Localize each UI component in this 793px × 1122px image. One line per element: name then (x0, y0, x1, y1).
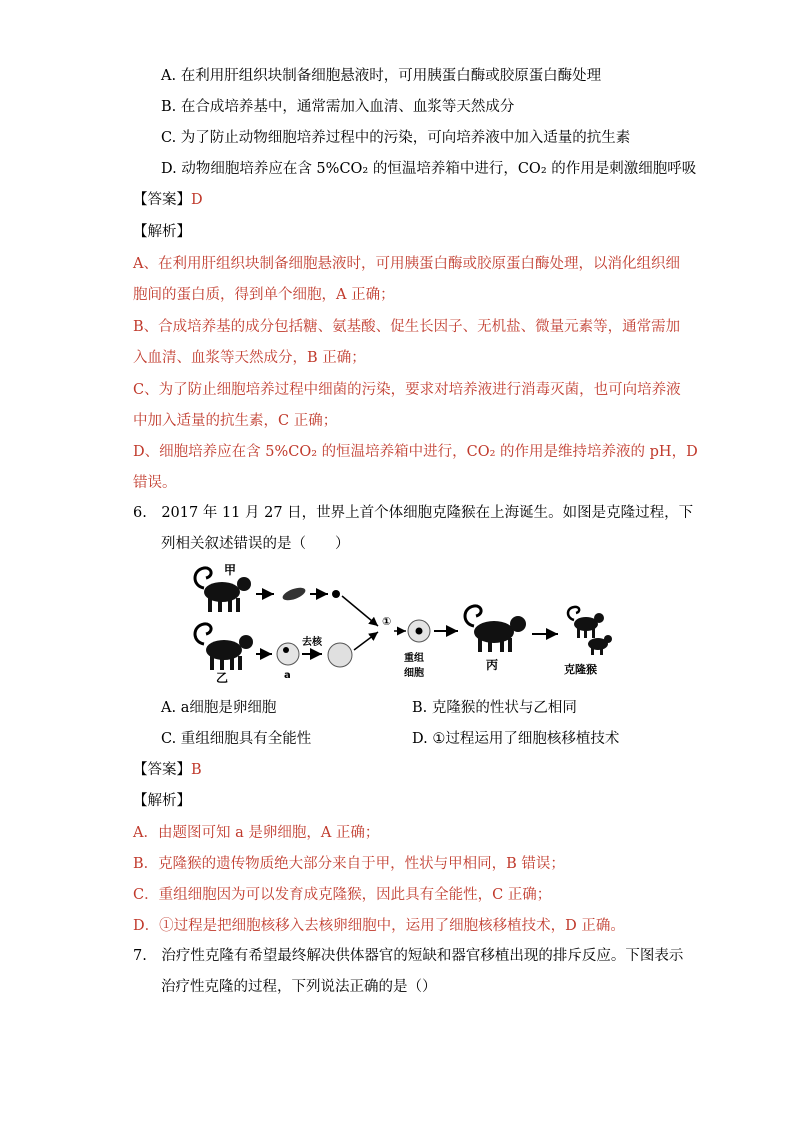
cloned-monkey-icon (568, 607, 612, 655)
q6-analysis-line: A．由题图可知 a 是卵细胞，A 正确； (133, 825, 380, 841)
q6-analysis-line: D．①过程是把细胞核移入去核卵细胞中，运用了细胞核移植技术，D 正确。 (133, 918, 625, 934)
label-kelonghou: 克隆猴 (564, 663, 597, 676)
label-qu-he: 去核 (302, 637, 322, 648)
q6-analysis-line: B．克隆猴的遗传物质绝大部分来自于甲，性状与甲相同，B 错误； (133, 856, 565, 872)
q5-analysis-line: B、合成培养基的成分包括糖、氨基酸、促生长因子、无机盐、微量元素等，通常需加 (133, 319, 681, 335)
arrow (342, 596, 378, 626)
label-jia: 甲 (224, 563, 237, 577)
cloning-process-figure (186, 558, 656, 684)
q6-analysis-line: C．重组细胞因为可以发育成克隆猴，因此具有全能性，C 正确； (133, 887, 552, 903)
monkey-jia-icon (195, 568, 251, 612)
label-xibao: 细胞 (404, 668, 424, 679)
q5-analysis-line: 中加入适量的抗生素，C 正确； (133, 413, 338, 429)
q5-option-d: D. 动物细胞培养应在含 5%CO₂ 的恒温培养箱中进行，CO₂ 的作用是刺激细胞呼吸 (161, 161, 697, 177)
q5-option-b: B. 在合成培养基中，通常需加入血清、血浆等天然成分 (161, 99, 515, 115)
q6-option-b: B. 克隆猴的性状与乙相同 (412, 700, 577, 716)
q6-analysis-label: 【解析】 (133, 793, 191, 809)
label-chongzu: 重组 (404, 653, 424, 664)
answer-value: D (191, 192, 203, 208)
q6-stem-line1: 6. 2017 年 11 月 27 日，世界上首个体细胞克隆猴在上海诞生。如图是克隆过程，下 (133, 505, 694, 521)
enucleated-egg-icon (328, 643, 352, 667)
answer-value: B (191, 762, 202, 778)
label-step-1: ① (382, 615, 392, 628)
q6-option-d: D. ①过程运用了细胞核移植技术 (412, 731, 620, 747)
answer-label: 【答案】 (133, 762, 191, 778)
q7-stem-line1: 7. 治疗性克隆有希望最终解决供体器官的短缺和器官移植出现的排斥反应。下图表示 (133, 948, 684, 964)
q5-analysis-line: 错误。 (133, 475, 177, 491)
q5-analysis-line: 胞间的蛋白质，得到单个细胞，A 正确； (133, 287, 395, 303)
q6-option-a: A. a细胞是卵细胞 (161, 700, 277, 716)
somatic-cell-icon (281, 585, 307, 603)
recombined-nucleus-icon (416, 628, 423, 635)
monkey-yi-icon (195, 624, 253, 670)
q5-analysis-line: A、在利用肝组织块制备细胞悬液时，可用胰蛋白酶或胶原蛋白酶处理，以消化组织细 (133, 256, 680, 272)
q5-analysis-line: C、为了防止细胞培养过程中细菌的污染，要求对培养液进行消毒灭菌，也可向培养液 (133, 382, 681, 398)
nucleus-icon (332, 590, 340, 598)
q5-option-a: A. 在利用肝组织块制备细胞悬液时，可用胰蛋白酶或胶原蛋白酶处理 (161, 68, 602, 84)
monkey-bing-icon (465, 606, 526, 652)
q5-answer (133, 190, 203, 210)
answer-label: 【答案】 (133, 192, 191, 208)
label-yi: 乙 (216, 671, 229, 684)
label-a: a (284, 670, 291, 681)
q7-stem-line2: 治疗性克隆的过程，下列说法正确的是（） (161, 979, 437, 995)
arrow (354, 632, 378, 650)
egg-nucleus-icon (283, 647, 289, 653)
q6-answer (133, 760, 202, 780)
q6-stem-line2: 列相关叙述错误的是（ ） (161, 536, 350, 552)
label-bing: 丙 (486, 658, 499, 672)
q5-analysis-line: 入血清、血浆等天然成分，B 正确； (133, 350, 366, 366)
q5-analysis-line: D、细胞培养应在含 5%CO₂ 的恒温培养箱中进行，CO₂ 的作用是维持培养液的 pH，D (133, 444, 698, 460)
q6-option-c: C. 重组细胞具有全能性 (161, 731, 312, 747)
q5-option-c: C. 为了防止动物细胞培养过程中的污染，可向培养液中加入适量的抗生素 (161, 130, 631, 146)
q5-analysis-label: 【解析】 (133, 224, 191, 240)
egg-cell-a-icon (277, 643, 299, 665)
